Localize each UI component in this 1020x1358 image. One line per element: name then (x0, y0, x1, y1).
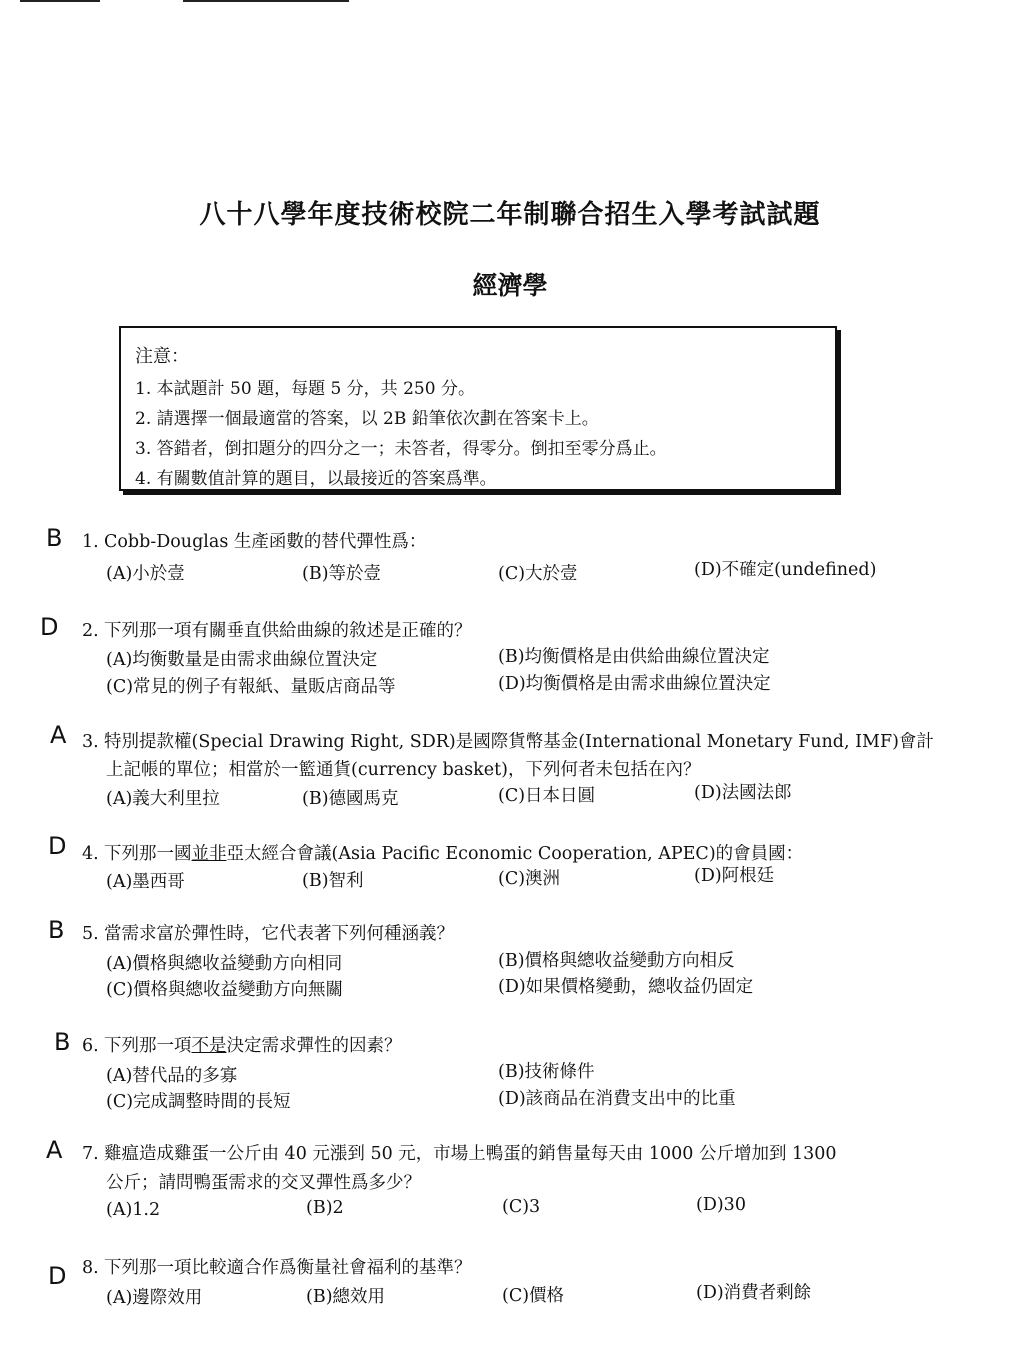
option-b: (B)德國馬克 (302, 789, 399, 809)
option-b: (B)總效用 (306, 1287, 386, 1307)
question-number: 2. (82, 621, 99, 641)
handwritten-answer: B (46, 524, 63, 552)
question-text: 雞瘟造成雞蛋一公斤由 40 元漲到 50 元，市場上鴨蛋的銷售量每天由 1000 公斤增加到 1300 (104, 1144, 837, 1164)
option-a: (A)均衡數量是由需求曲線位置決定 (106, 650, 378, 670)
notice-item: 4. 有關數值計算的題目，以最接近的答案爲準。 (135, 469, 497, 489)
option-d: (D)不確定(undefined) (694, 560, 877, 580)
option-b: (B)智利 (302, 871, 364, 891)
question-text-emphasis: 不是 (191, 1036, 227, 1056)
option-b: (B)等於壹 (302, 564, 382, 584)
notice-item: 2. 請選擇一個最適當的答案，以 2B 鉛筆依次劃在答案卡上。 (135, 409, 599, 429)
question-text-line2: 上記帳的單位；相當於一籃通貨(currency basket)，下列何者未包括在內？ (106, 760, 701, 780)
subject-title: 經濟學 (472, 271, 548, 300)
option-c: (C)價格 (502, 1286, 565, 1306)
option-c: (C)常見的例子有報紙、量販店商品等 (106, 677, 396, 697)
question-text: 下列那一項 (104, 1036, 192, 1056)
handwritten-answer: A (50, 721, 67, 749)
option-d: (D)如果價格變動，總收益仍固定 (498, 977, 754, 997)
option-c: (C)日本日圓 (498, 786, 596, 806)
option-d: (D)該商品在消費支出中的比重 (498, 1089, 736, 1109)
notice-item: 1. 本試題計 50 題，每題 5 分，共 250 分。 (135, 379, 475, 399)
question-text: Cobb-Douglas 生產函數的替代彈性爲： (104, 532, 427, 552)
question-number: 6. (82, 1036, 99, 1056)
question-number: 3. (82, 732, 99, 752)
option-b: (B)價格與總收益變動方向相反 (498, 951, 735, 971)
question-text: 特別提款權(Special Drawing Right, SDR)是國際貨幣基金(International Monetary Fund, IMF)會計 (104, 732, 934, 752)
option-d: (D)均衡價格是由需求曲線位置決定 (498, 674, 771, 694)
notice-item: 3. 答錯者，倒扣題分的四分之一；未答者，得零分。倒扣至零分爲止。 (135, 439, 667, 459)
question-text: 下列那一項有關垂直供給曲線的敘述是正確的？ (104, 621, 472, 641)
option-d: (D)法國法郎 (694, 783, 792, 803)
option-c: (C)澳洲 (498, 869, 561, 889)
handwritten-answer: B (54, 1028, 71, 1056)
notice-heading: 注意： (135, 346, 189, 367)
question-text: 亞太經合會議(Asia Pacific Economic Cooperation, APEC)的會員國： (226, 844, 804, 864)
option-d: (D)消費者剩餘 (696, 1283, 812, 1303)
option-a: (A)1.2 (106, 1200, 161, 1220)
question-number: 5. (82, 924, 99, 944)
handwritten-answer: B (48, 916, 65, 944)
handwritten-answer: D (48, 1262, 67, 1290)
option-b: (B)均衡價格是由供給曲線位置決定 (498, 647, 770, 667)
question-stem (82, 1254, 472, 1279)
option-b: (B)技術條件 (498, 1062, 595, 1082)
handwritten-answer: D (40, 613, 59, 641)
top-rule-right (183, 0, 349, 2)
question-number: 4. (82, 844, 99, 864)
option-a: (A)義大利里拉 (106, 789, 220, 809)
option-a: (A)替代品的多寡 (106, 1066, 238, 1086)
option-d: (D)阿根廷 (694, 866, 775, 886)
handwritten-answer: D (48, 832, 67, 860)
question-text-emphasis: 並非 (191, 844, 227, 864)
question-stem (82, 920, 454, 945)
option-c: (C)完成調整時間的長短 (106, 1092, 291, 1112)
top-rule-left (20, 0, 100, 2)
question-stem (82, 1140, 837, 1165)
question-stem (82, 617, 472, 642)
question-text: 決定需求彈性的因素？ (226, 1036, 402, 1056)
question-stem (82, 728, 934, 753)
question-number: 1. (82, 532, 99, 552)
notice-box (119, 326, 837, 491)
option-a: (A)墨西哥 (106, 872, 185, 892)
question-stem (82, 528, 426, 553)
option-c: (C)大於壹 (498, 564, 578, 584)
handwritten-answer: A (46, 1136, 63, 1164)
option-a: (A)小於壹 (106, 564, 185, 584)
question-number: 7. (82, 1144, 99, 1164)
option-b: (B)2 (306, 1198, 344, 1218)
question-number: 8. (82, 1258, 99, 1278)
question-text: 當需求富於彈性時，它代表著下列何種涵義？ (104, 924, 454, 944)
option-c: (C)價格與總收益變動方向無關 (106, 980, 344, 1000)
option-c: (C)3 (502, 1197, 541, 1217)
option-a: (A)價格與總收益變動方向相同 (106, 954, 343, 974)
question-text: 下列那一項比較適合作爲衡量社會福利的基準？ (104, 1258, 472, 1278)
option-a: (A)邊際效用 (106, 1288, 203, 1308)
exam-title: 八十八學年度技術校院二年制聯合招生入學考試試題 (199, 200, 821, 230)
question-text-line2: 公斤；請問鴨蛋需求的交叉彈性爲多少？ (106, 1173, 421, 1193)
question-stem (82, 1032, 402, 1057)
option-d: (D)30 (696, 1195, 746, 1215)
question-text: 下列那一國 (104, 844, 192, 864)
